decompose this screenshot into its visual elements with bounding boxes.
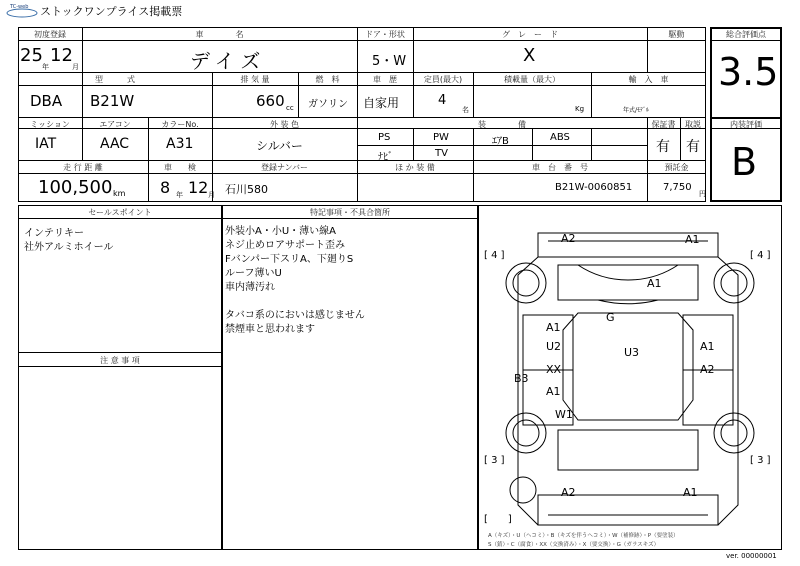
- displacement: 660: [256, 92, 285, 110]
- equip-airbag: ｴｱB: [492, 136, 509, 147]
- damage-left-a1b: A1: [546, 385, 561, 398]
- notes-label: 注 意 事 項: [100, 356, 140, 365]
- damage-front-a2: A2: [561, 232, 576, 245]
- model-prefix: DBA: [30, 92, 63, 110]
- capacity-unit: 名: [462, 106, 469, 114]
- damage-legend-line: S（錆）・C（腐食）・XX（交換済み）・X（要交換）・G（ガラスキズ）: [488, 542, 660, 548]
- mileage-unit: km: [113, 189, 126, 198]
- interior-rating: B: [731, 140, 758, 184]
- import-label: 輸 入 車: [628, 75, 669, 84]
- grade: X: [523, 45, 536, 66]
- plate: 石川580: [225, 183, 268, 196]
- load-unit: Kg: [575, 105, 585, 113]
- logo: [5, 3, 39, 15]
- damage-left-b3: B3: [514, 372, 529, 385]
- car-name: デイズ: [190, 49, 267, 73]
- plate-label: 登録ナンバー: [260, 163, 309, 172]
- special-note-line: 外装小A・小U・薄い線A: [225, 226, 337, 237]
- door-shape: 5・W: [372, 54, 407, 69]
- tire-right-front-depth: [ 4 ]: [750, 250, 771, 261]
- damage-right-a1: A1: [700, 340, 715, 353]
- aircon: AAC: [100, 136, 130, 152]
- first-reg-year: 25: [20, 45, 43, 66]
- aircon-label: エアコン: [99, 120, 131, 129]
- tire-right-rear-depth: [ 3 ]: [750, 455, 771, 466]
- page-title: ストックワンプライス掲載票: [40, 5, 183, 18]
- model-code: B21W: [90, 92, 135, 110]
- capacity-label: 定員(最大): [423, 75, 463, 84]
- car-name-label: 車 名: [195, 30, 244, 39]
- version-label: ver. 00000001: [726, 552, 777, 560]
- sales-points-label: セールスポイント: [88, 208, 152, 217]
- damage-rear-a2: A2: [561, 486, 576, 499]
- equipment-label: 装 備: [478, 120, 526, 129]
- fuel-label: 燃 料: [315, 75, 340, 84]
- equip-pw: PW: [433, 132, 449, 143]
- overall-rating-label: 総合評価点: [726, 30, 766, 39]
- chassis-no: B21W-0060851: [555, 182, 633, 193]
- overall-rating: 3.5: [718, 50, 779, 94]
- inspection-year-unit: 年: [176, 191, 183, 199]
- spare-tire-depth: [ ]: [484, 514, 512, 525]
- exterior-color-label: 外 装 色: [269, 120, 300, 129]
- damage-left-a1: A1: [546, 321, 561, 334]
- damage-roof-u3: U3: [624, 346, 640, 359]
- special-note-line: 車内薄汚れ: [225, 282, 275, 293]
- damage-left-u2: U2: [546, 340, 562, 353]
- special-note-line: ネジ止めロアサポート歪み: [225, 240, 345, 251]
- mileage-label: 走 行 距 離: [63, 163, 103, 172]
- model-label: 型 式: [95, 75, 135, 84]
- mileage: 100,500: [38, 177, 113, 198]
- special-note-line: 禁煙車と思われます: [225, 324, 315, 335]
- fuel: ガソリン: [308, 99, 348, 110]
- import-model-year: 年式/ﾓﾃﾞﾙ: [623, 107, 650, 114]
- load-label: 積載量（最大）: [504, 75, 560, 84]
- deposit-unit: 円: [699, 190, 706, 198]
- equip-ps: PS: [378, 132, 391, 143]
- grade-label: グ レ ー ド: [502, 30, 558, 39]
- exterior-color: シルバー: [256, 139, 303, 153]
- damage-rear-a1: A1: [683, 486, 698, 499]
- sales-points-panel: [18, 205, 222, 550]
- special-note-line: タバコ系のにおいは感じません: [225, 310, 365, 321]
- damage-left-w1: W1: [555, 408, 573, 421]
- interior-rating-label: 内装評価: [730, 120, 762, 129]
- damage-front-a1: A1: [685, 233, 700, 246]
- equip-abs: ABS: [550, 132, 570, 143]
- logo-text: TC-web: [10, 4, 29, 10]
- damage-hood-a1: A1: [647, 277, 662, 290]
- tire-left-front-depth: [ 4 ]: [484, 250, 505, 261]
- other-equipment-label: ほ か 装 備: [395, 163, 435, 172]
- first-reg-month-unit: 月: [72, 63, 79, 71]
- equip-tv: TV: [435, 148, 448, 159]
- door-shape-label: ドア・形状: [365, 30, 405, 39]
- chassis-no-label: 車 台 番 号: [532, 163, 588, 172]
- damage-right-a2: A2: [700, 363, 715, 376]
- capacity: 4: [438, 93, 447, 108]
- first-reg-month: 12: [50, 45, 73, 66]
- deposit-label: 預託金: [664, 163, 689, 172]
- inspection-month: 12: [188, 178, 209, 197]
- special-note-line: Fバンパー下スリA、下廻りS: [225, 254, 354, 265]
- first-reg-label: 初度登録: [34, 30, 66, 39]
- mission-label: ミッション: [30, 120, 70, 129]
- equip-navi: ﾅﾋﾞ: [378, 152, 393, 163]
- top-table: [18, 27, 706, 202]
- sales-point-line: インテリキー: [24, 228, 84, 239]
- history: 自家用: [363, 96, 400, 110]
- history-label: 車 歴: [373, 75, 397, 84]
- manual: 有: [686, 139, 700, 155]
- special-note-line: ルーフ薄いU: [225, 268, 282, 279]
- sales-point-line: 社外アルミホイール: [24, 242, 114, 253]
- inspection-month-unit: 月: [208, 191, 215, 199]
- warranty-label: 保証書: [651, 120, 676, 129]
- damage-legend-line: A（キズ）・U（ヘコミ）・B（キズを伴うヘコミ）・W（補修跡）・P（要塗装）: [488, 533, 679, 539]
- color-no-label: カラーNo.: [161, 120, 199, 129]
- inspection-year: 8: [160, 178, 171, 197]
- warranty: 有: [656, 139, 670, 155]
- manual-label: 取説: [685, 120, 701, 129]
- tire-left-rear-depth: [ 3 ]: [484, 455, 505, 466]
- displacement-unit: cc: [286, 104, 294, 112]
- inspection-label: 車 検: [164, 163, 196, 172]
- drive-label: 駆動: [668, 30, 685, 39]
- damage-left-xx: XX: [546, 363, 562, 376]
- special-notes-label: 特記事項・不具合箇所: [310, 208, 390, 217]
- mission: IAT: [35, 136, 57, 152]
- deposit: 7,750: [663, 182, 692, 193]
- first-reg-year-unit: 年: [42, 63, 49, 71]
- color-no: A31: [166, 136, 194, 152]
- displacement-label: 排 気 量: [240, 75, 270, 84]
- damage-glass-g: G: [606, 311, 615, 324]
